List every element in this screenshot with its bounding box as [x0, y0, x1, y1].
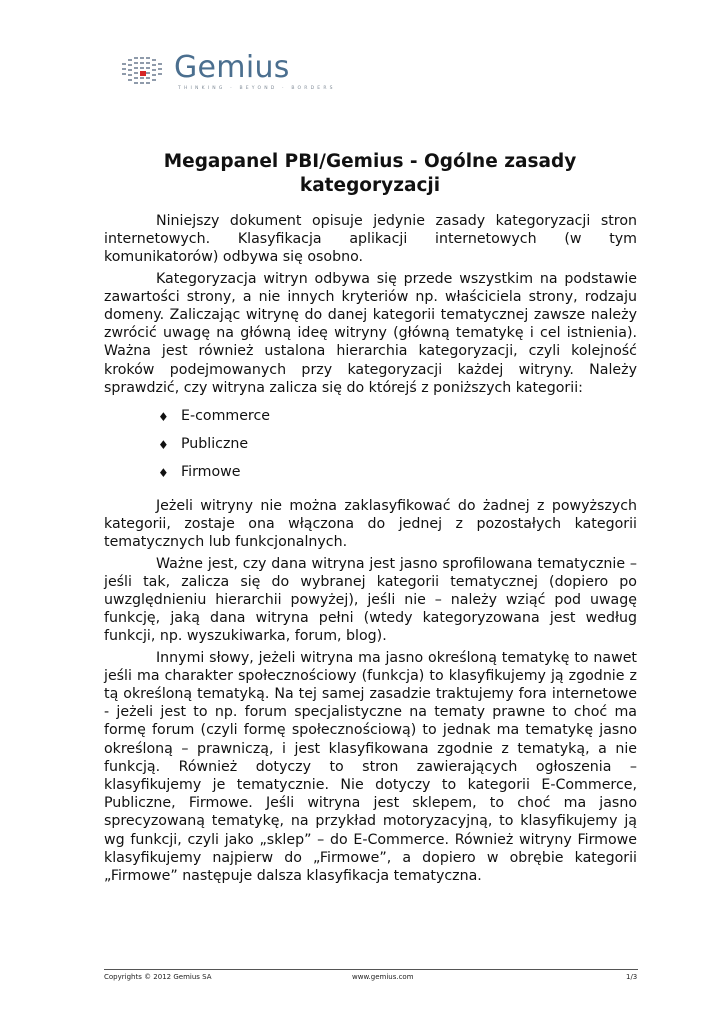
logo-wordmark: Gemius [174, 50, 290, 85]
footer-url[interactable]: www.gemius.com [352, 973, 414, 981]
list-item [158, 407, 637, 435]
diamond-bullet-icon: ♦ [158, 438, 169, 453]
gemius-logo [122, 50, 336, 98]
diamond-bullet-icon: ♦ [158, 466, 169, 481]
footer-divider [104, 969, 638, 970]
page-title: Megapanel PBI/Gemius - Ogólne zasady kategoryzacji [163, 151, 577, 196]
gemius-logo-mark-icon [122, 55, 170, 85]
category-label: E-commerce [181, 408, 270, 425]
paragraph-1: Jeżeli witryny nie można zaklasyfikować do żadnej z powyższych kategorii, zostaje ona włączona do jednej z pozostałych kategorii tematycznych lub funkcjonalnych. [104, 498, 637, 551]
list-item [158, 463, 637, 491]
logo-tagline: THINKING · BEYOND · BORDERS [178, 86, 336, 91]
paragraph-2: Ważne jest, czy dana witryna jest jasno sprofilowana tematycznie – jeśli tak, zalicza się do wybranej kategorii tematycznej (dopiero po uwzględnieniu hierarchii powyżej), jeśli nie – należy wziąć pod uwagę funkcję, jaką dana witryna pełni (wtedy kategoryzowana jest według funkcji, np. wyszukiwarka, forum, blog). [104, 555, 637, 645]
category-list [104, 407, 637, 491]
document-body [104, 212, 637, 888]
list-item [158, 435, 637, 463]
diamond-bullet-icon: ♦ [158, 410, 169, 425]
paragraph-3: Innymi słowy, jeżeli witryna ma jasno określoną tematykę to nawet jeśli ma charakter społecznościowy (funkcja) to klasyfikujemy ją zgodnie z tą określoną tematyką. Na tej samej zasadzie traktujemy fora internetowe - jeżeli jest to np. forum specjalistyczne na tematy prawne to choć ma formę forum (czyli formę społecznościową) to jednak ma tematykę jasno określoną – prawniczą, i jest klasyfikowana zgodnie z tematyką, a nie funkcją. Również dotyczy to stron zawierających ogłoszenia – klasyfikujemy je tematycznie. Nie dotyczy to kategorii E-Commerce, Publiczne, Firmowe. Jeśli witryna jest sklepem, to choć ma jasno sprecyzowaną tematykę, na przykład motoryzacyjną, to klasyfikujemy ją wg funkcji, czyli jako „sklep” – do E-Commerce. Również witryny Firmowe klasyfikujemy najpierw do „Firmowe”, a dopiero w obrębie kategorii „Firmowe” następuje dalsza klasyfikacja tematyczna. [104, 649, 637, 885]
footer-copyright: Copyrights © 2012 Gemius SA [104, 973, 212, 981]
footer-page-number: 1/3 [626, 973, 638, 981]
paragraph-intro-1: Niniejszy dokument opisuje jedynie zasady kategoryzacji stron internetowych. Klasyfikacja aplikacji internetowych (w tym komunikatorów) odbywa się osobno. [104, 213, 637, 266]
paragraph-intro-2: Kategoryzacja witryn odbywa się przede wszystkim na podstawie zawartości strony, a nie innych kryteriów np. właściciela strony, rodzaju domeny. Zaliczając witrynę do danej kategorii tematycznej zawsze należy zwrócić uwagę na główną ideę witryny (główną tematykę i cel istnienia). Ważna jest również ustalona hierarchia kategoryzacji, czyli kolejność kroków podejmowanych przy kategoryzacji każdej witryny. Należy sprawdzić, czy witryna zalicza się do którejś z poniższych kategorii: [104, 270, 637, 396]
category-label: Publiczne [181, 436, 249, 453]
category-label: Firmowe [181, 464, 241, 481]
